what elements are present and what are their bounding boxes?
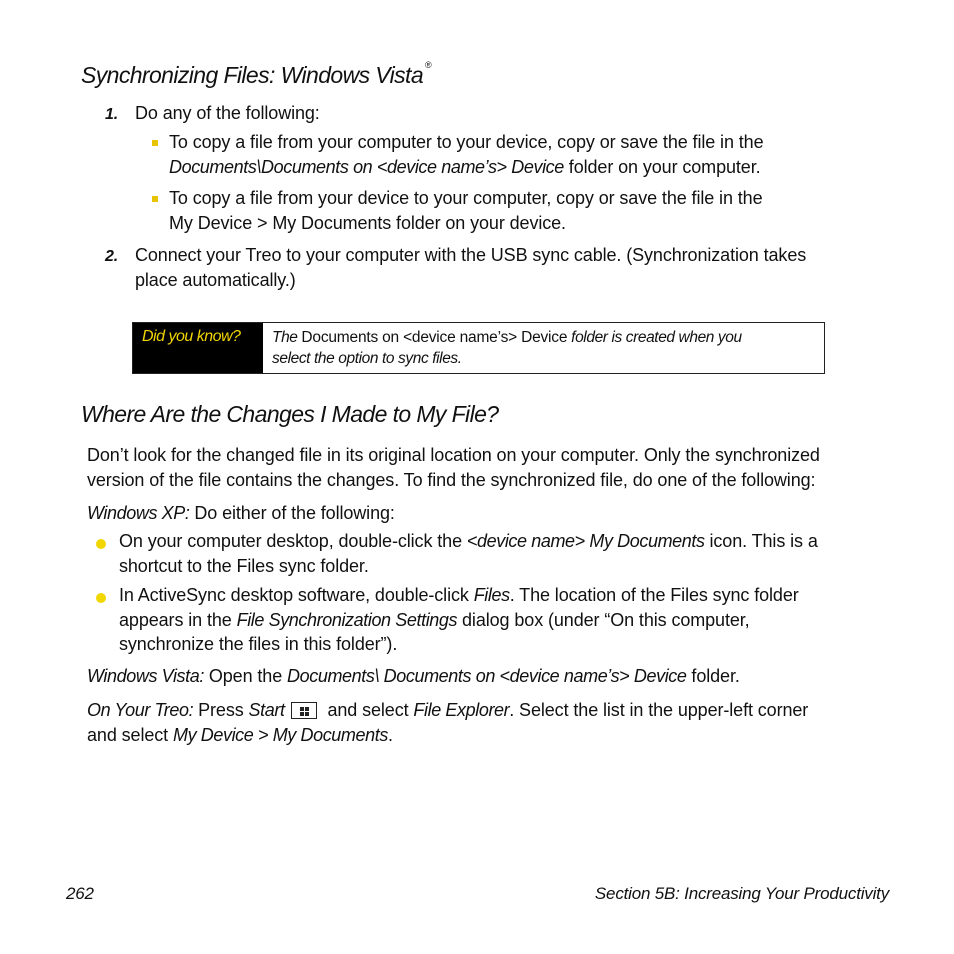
bullet-square-icon: [152, 140, 158, 146]
list-item-line: [169, 155, 869, 180]
treo-label: On Your Treo:: [87, 700, 194, 720]
step-number: 1.: [105, 106, 119, 123]
list-item-text: . The location of the Files sync folder: [509, 585, 799, 605]
section-title: Where Are the Changes I Made to My File?: [81, 401, 499, 427]
callout-label-box: [133, 323, 263, 373]
list-item-line: shortcut to the Files sync folder.: [119, 555, 369, 576]
step-2-line: place automatically.): [135, 269, 296, 290]
callout-text: folder is created when you: [567, 329, 742, 346]
folder-path: Documents\ Documents on <device name’s> Device: [287, 666, 687, 686]
callout-folder-name: Documents on <device name’s> Device: [301, 329, 568, 346]
files-term: Files: [473, 585, 510, 605]
callout-line: [272, 327, 817, 348]
paragraph-text: .: [387, 724, 393, 745]
windows-vista-paragraph: [87, 664, 917, 689]
list-item-line: [119, 608, 909, 633]
paragraph-line: version of the file contains the changes. To find the synchronized file, do one of the following:: [87, 469, 816, 490]
list-item-line: To copy a file from your device to your computer, copy or save the file in the: [169, 188, 763, 208]
paragraph-text: folder.: [686, 666, 740, 686]
paragraph-text: and select: [322, 700, 414, 720]
list-item-line: My Device > My Documents folder on your device.: [169, 212, 566, 233]
paragraph-line: [87, 698, 917, 723]
step-number: 2.: [105, 248, 119, 265]
paragraph-text: Press: [193, 700, 249, 720]
step-2-line: Connect your Treo to your computer with the USB sync cable. (Synchronization takes: [135, 245, 807, 265]
windows-start-icon: [291, 702, 317, 719]
step-1: [105, 101, 118, 128]
callout-line: select the option to sync files.: [272, 350, 462, 367]
windows-xp-paragraph: [87, 501, 395, 526]
section-title: [81, 62, 431, 89]
list-item: [119, 529, 909, 578]
paragraph-text: Open the: [203, 666, 288, 686]
list-item: [169, 130, 869, 179]
start-term: Start: [248, 700, 285, 720]
section-footer: Section 5B: Increasing Your Productivity: [594, 884, 889, 903]
page-number: 262: [66, 884, 94, 903]
folder-path: My Device > My Documents: [172, 724, 388, 745]
list-item-text: appears in the: [119, 609, 237, 630]
windows-xp-label: Windows XP:: [87, 503, 190, 523]
paragraph-text: and select: [87, 724, 173, 745]
paragraph-line: Don’t look for the changed file in its original location on your computer. Only the synchronized: [87, 445, 820, 465]
paragraph-text: . Select the list in the upper-left corner: [509, 700, 809, 720]
did-you-know-callout: [132, 322, 825, 374]
callout-body: [272, 327, 817, 369]
list-item-text: folder on your computer.: [563, 156, 761, 177]
file-explorer-term: File Explorer: [413, 700, 510, 720]
list-item-text: On your computer desktop, double-click the: [119, 531, 467, 551]
list-item: [119, 583, 909, 657]
step-1-text: Do any of the following:: [135, 103, 320, 123]
list-item-text: In ActiveSync desktop software, double-click: [119, 585, 474, 605]
paragraph-text: Do either of the following:: [189, 503, 395, 523]
callout-label: Did you know?: [142, 328, 241, 345]
treo-paragraph: [87, 698, 917, 747]
list-item-text: icon. This is a: [704, 531, 818, 551]
list-item-line: [119, 529, 909, 554]
list-item-line: synchronize the files in this folder”).: [119, 634, 398, 654]
dialog-name: File Synchronization Settings: [236, 609, 458, 630]
icon-name: <device name> My Documents: [466, 531, 705, 551]
registered-mark: ®: [425, 60, 432, 70]
section-title-text: Synchronizing Files: Windows Vista: [81, 62, 424, 88]
bullet-square-icon: [152, 196, 158, 202]
list-item-line: To copy a file from your computer to your device, copy or save the file in the: [169, 132, 764, 152]
step-2: [105, 243, 118, 270]
bullet-dot-icon: [96, 593, 106, 603]
list-item-text: dialog box (under “On this computer,: [457, 609, 750, 630]
callout-text: The: [272, 329, 302, 346]
list-item: [169, 186, 869, 235]
paragraph-line: [87, 723, 917, 748]
windows-vista-label: Windows Vista:: [87, 666, 204, 686]
list-item-line: [119, 583, 909, 608]
intro-paragraph: [87, 443, 917, 492]
folder-path: Documents\Documents on <device name’s> Device: [169, 156, 564, 177]
bullet-dot-icon: [96, 539, 106, 549]
step-2-text: [135, 243, 895, 292]
